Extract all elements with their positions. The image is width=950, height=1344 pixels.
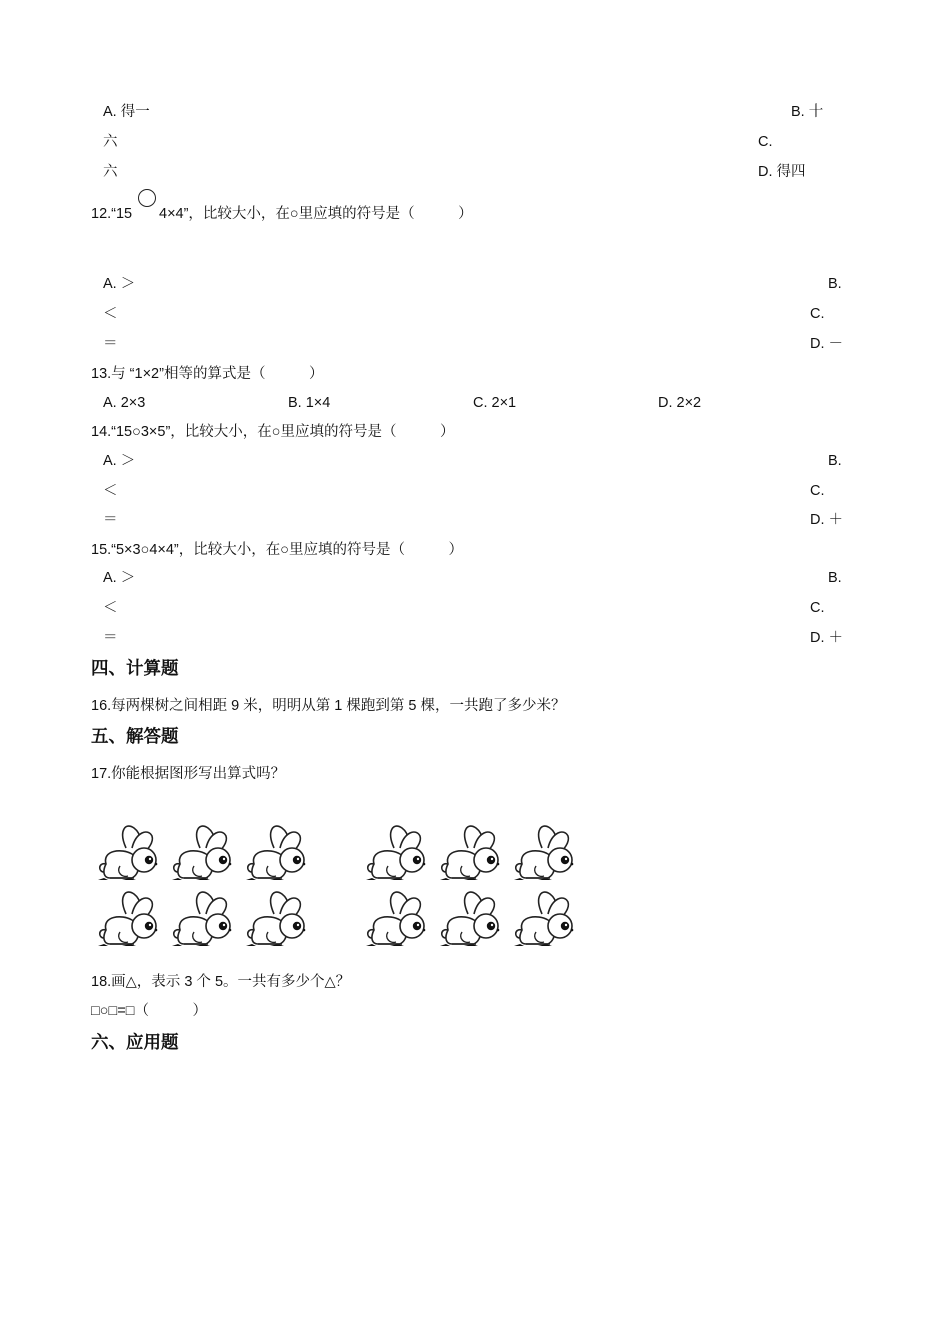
q14-option-a[interactable]: A. ＞ [103, 453, 136, 469]
q12-stem-part1: 12.“15 [91, 206, 133, 222]
q11-option-b[interactable]: B. 十 [791, 104, 824, 120]
q12-option-b[interactable]: B. [828, 276, 842, 292]
q12-option-wrap: ＜ [103, 306, 118, 322]
q13-stem: 13.与 “1×2”相等的算式是（ ） [91, 366, 324, 382]
q18-formula: □○□=□（ ） [91, 1003, 207, 1019]
q12-option-d[interactable]: D. － [810, 336, 844, 352]
q13-option-d[interactable]: D. 2×2 [658, 395, 702, 411]
q15-option-wrap: ＝ [103, 630, 118, 646]
q11-option-a[interactable]: A. 得一 [103, 104, 150, 120]
q12-option-c[interactable]: C. [810, 306, 825, 322]
rabbit-icon [172, 892, 231, 946]
rabbit-icon [514, 892, 573, 946]
q15-option-c[interactable]: C. [810, 600, 825, 616]
rabbit-icon [98, 826, 157, 880]
rabbit-icon [246, 892, 305, 946]
q14-option-wrap: ＜ [103, 483, 118, 499]
q11-option-wrap: 六 [103, 134, 118, 150]
q12-stem-part2: 4×4”，比较大小，在○里应填的符号是（ ） [159, 206, 473, 222]
q13-option-a[interactable]: A. 2×3 [103, 395, 146, 411]
q11-option-d[interactable]: D. 得四 [758, 164, 806, 180]
rabbit-icon [440, 892, 499, 946]
rabbit-icon [98, 892, 157, 946]
q12-option-a[interactable]: A. ＞ [103, 276, 136, 292]
rabbit-icon [366, 826, 425, 880]
q16-stem: 16.每两棵树之间相距 9 米，明明从第 1 棵跑到第 5 棵，一共跑了多少米？ [91, 698, 566, 714]
q17-stem: 17.你能根据图形写出算式吗？ [91, 766, 286, 782]
section-heading: 四、计算题 [91, 658, 179, 678]
q15-option-a[interactable]: A. ＞ [103, 570, 136, 586]
q18-stem: 18.画△，表示 3 个 5。一共有多少个△？ [91, 974, 351, 990]
circle-blank-icon [138, 189, 156, 207]
q14-option-b[interactable]: B. [828, 453, 842, 469]
rabbit-icon [514, 826, 573, 880]
rabbit-icon [246, 826, 305, 880]
q14-stem: 14.“15○3×5”，比较大小，在○里应填的符号是（ ） [91, 424, 455, 440]
rabbit-icon [172, 826, 231, 880]
q14-option-d[interactable]: D. ＋ [810, 512, 844, 528]
q15-option-wrap: ＜ [103, 600, 118, 616]
q11-option-wrap: 六 [103, 164, 118, 180]
q14-option-wrap: ＝ [103, 512, 118, 528]
q15-stem: 15.“5×3○4×4”，比较大小，在○里应填的符号是（ ） [91, 542, 464, 558]
q15-option-d[interactable]: D. ＋ [810, 630, 844, 646]
q15-option-b[interactable]: B. [828, 570, 842, 586]
rabbit-icon [366, 892, 425, 946]
rabbit-icon [440, 826, 499, 880]
q14-option-c[interactable]: C. [810, 483, 825, 499]
rabbits-figure [92, 816, 592, 952]
section-heading: 六、应用题 [91, 1032, 179, 1052]
q12-option-wrap: ＝ [103, 336, 118, 352]
q11-option-c[interactable]: C. [758, 134, 773, 150]
section-heading: 五、解答题 [91, 726, 179, 746]
q13-option-c[interactable]: C. 2×1 [473, 395, 517, 411]
q13-option-b[interactable]: B. 1×4 [288, 395, 331, 411]
